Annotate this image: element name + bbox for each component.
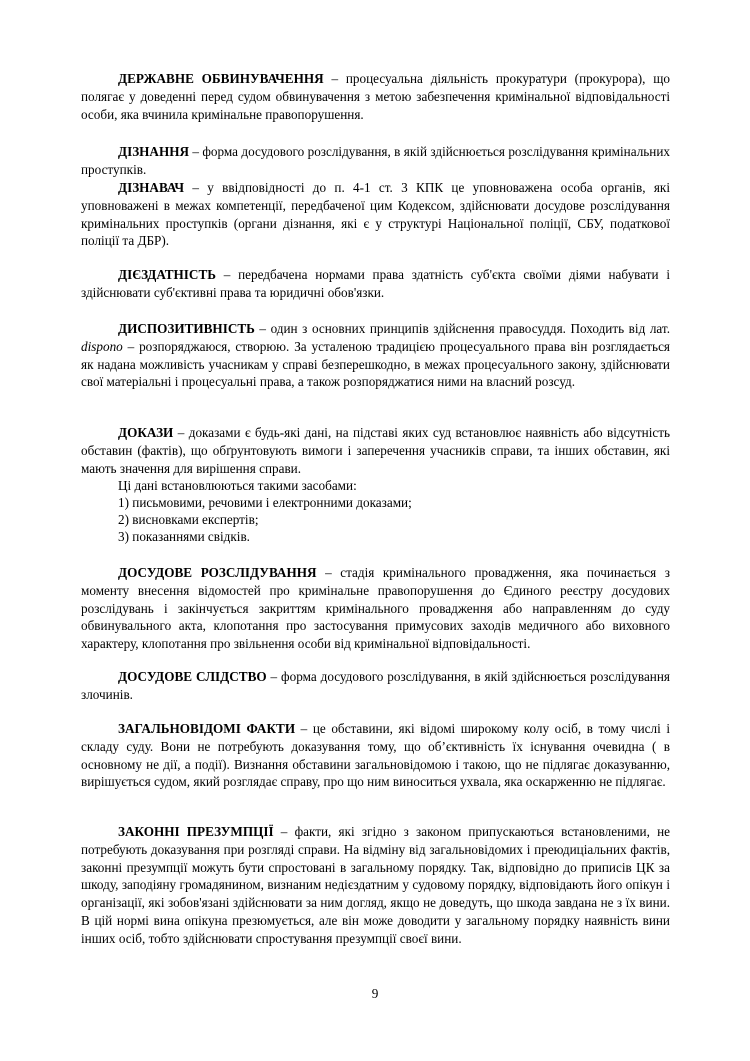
glossary-entry-legal-presumptions (81, 823, 670, 948)
glossary-entry-legal-capacity (81, 266, 670, 302)
page-number: 9 (371, 986, 379, 1001)
glossary-entry-pretrial-investigation (81, 564, 670, 653)
evidence-means-intro: Ці дані встановлюються такими засобами: (118, 478, 357, 493)
term: ДОСУДОВЕ СЛІДСТВО (118, 669, 267, 684)
definition: – у ввідповідності до п. 4-1 ст. 3 КПК це уповноважена особа органів, які уповноважені в межах компетенції, передбаченої цим Кодексом, здійснювати досудове розслідування кримінальних проступків (органи дізнання, які є у структурі Національної поліції, СБУ, податкової поліції та ДБР). (81, 180, 670, 249)
definition: – стадія кримінального провадження, яка починається з моменту внесення відомостей про кримінальне правопорушення до Єдиного реєстру досудових розслідувань і закінчується закриттям кримінального провадження або направленням до суду обвинувального акта, клопотання про застосування примусових заходів медичного або виховного характеру, клопотання про звільнення особи від кримінальної відповідальності. (81, 565, 670, 652)
term: ЗАКОННІ ПРЕЗУМПЦІЇ (118, 824, 274, 839)
evidence-means-item: 3) показаннями свідків. (118, 529, 250, 544)
evidence-means-item: 2) висновками експертів; (118, 512, 259, 527)
glossary-entry-pretrial-inquiry (81, 668, 670, 704)
glossary-entry-inquirer (81, 179, 670, 250)
definition: – процесуальна діяльність прокуратури (прокурора), що полягає у доведенні перед судом обвинувачення з метою забезпечення кримінальної відповідальності особи, яка вчинила кримінальне правопорушення. (81, 71, 670, 122)
term: ДІЄЗДАТНІСТЬ (118, 267, 216, 282)
definition: – це обставини, які відомі широкому колу осіб, в тому числі і складу суду. Вони не потребують доказування тому, що об’єктивність їх існування очевидна ( в основному не дії, а події). Визнання обставини загальновідомою і такою, що не підлягає доказуванню, вирішується судом, який розглядає справу, про що ним виноситься ухвала, яка оскарженню не підлягає. (81, 721, 670, 790)
glossary-entry-state-prosecution (81, 70, 670, 123)
definition: – форма досудового розслідування, в якій здійснюється розслідування злочинів. (81, 669, 670, 702)
term: ДЕРЖАВНЕ ОБВИНУВАЧЕННЯ (118, 71, 324, 86)
term: ДІЗНАННЯ (118, 144, 189, 159)
term: ЗАГАЛЬНОВІДОМІ ФАКТИ (118, 721, 296, 736)
definition: – доказами є будь-які дані, на підставі яких суд встановлює наявність або відсутність обставин (фактів), що обґрунтовують вимоги і заперечення учасників справи, та інших обставин, які мають значення для вирішення справи. (81, 425, 670, 476)
definition-part-2: – розпоряджаюся, створюю. За усталеною традицією процесуального права він розглядається як надана можливість учасникам у справі безперешкодно, в межах процесуального закону, здійснювати свої матеріальні і процесуальні права, а також розпоряджатися ними на власний розсуд. (81, 338, 670, 390)
term: ДОСУДОВЕ РОЗСЛІДУВАННЯ (118, 565, 317, 580)
definition-part-1: – один з основних принципів здійснення правосуддя. Походить від лат. (254, 321, 670, 336)
glossary-entry-common-knowledge-facts (81, 720, 670, 791)
latin-word: dispono (81, 338, 123, 354)
definition: – передбачена нормами права здатність суб'єкта своїми діями набувати і здійснювати суб'єктивні права та юридичні обов'язки. (81, 267, 670, 300)
term: ДОКАЗИ (118, 425, 174, 440)
term: ДИСПОЗИТИВНІСТЬ (118, 321, 255, 336)
definition: – форма досудового розслідування, в якій здійснюється розслідування кримінальних проступків. (81, 144, 670, 177)
definition: – факти, які згідно з законом припускаються встановленими, не потребують доказування при розгляді справи. На відміну від загальновідомих і преюдиціальних фактів, законні презумпції можуть бути спростовані в загальному порядку. Так, відповідно до приписів ЦК за шкоду, заподіяну громадянином, визнаним недієздатним у судовому порядку, відповідають його опікун і організації, які зобов'язані здійснювати за ним догляд, якщо не доведуть, що шкода завдана не з їх вини. В цій нормі вина опікуна презюмується, але він може доводити у загальному порядку наявність вини інших осіб, тобто здійснювати спростування презумпції своєї вини. (81, 824, 671, 946)
evidence-means-item: 1) письмовими, речовими і електронними доказами; (118, 495, 412, 510)
glossary-entry-inquiry (81, 143, 670, 179)
glossary-entry-dispositivity (81, 320, 670, 391)
glossary-entry-evidence (81, 424, 670, 477)
term: ДІЗНАВАЧ (118, 180, 185, 195)
